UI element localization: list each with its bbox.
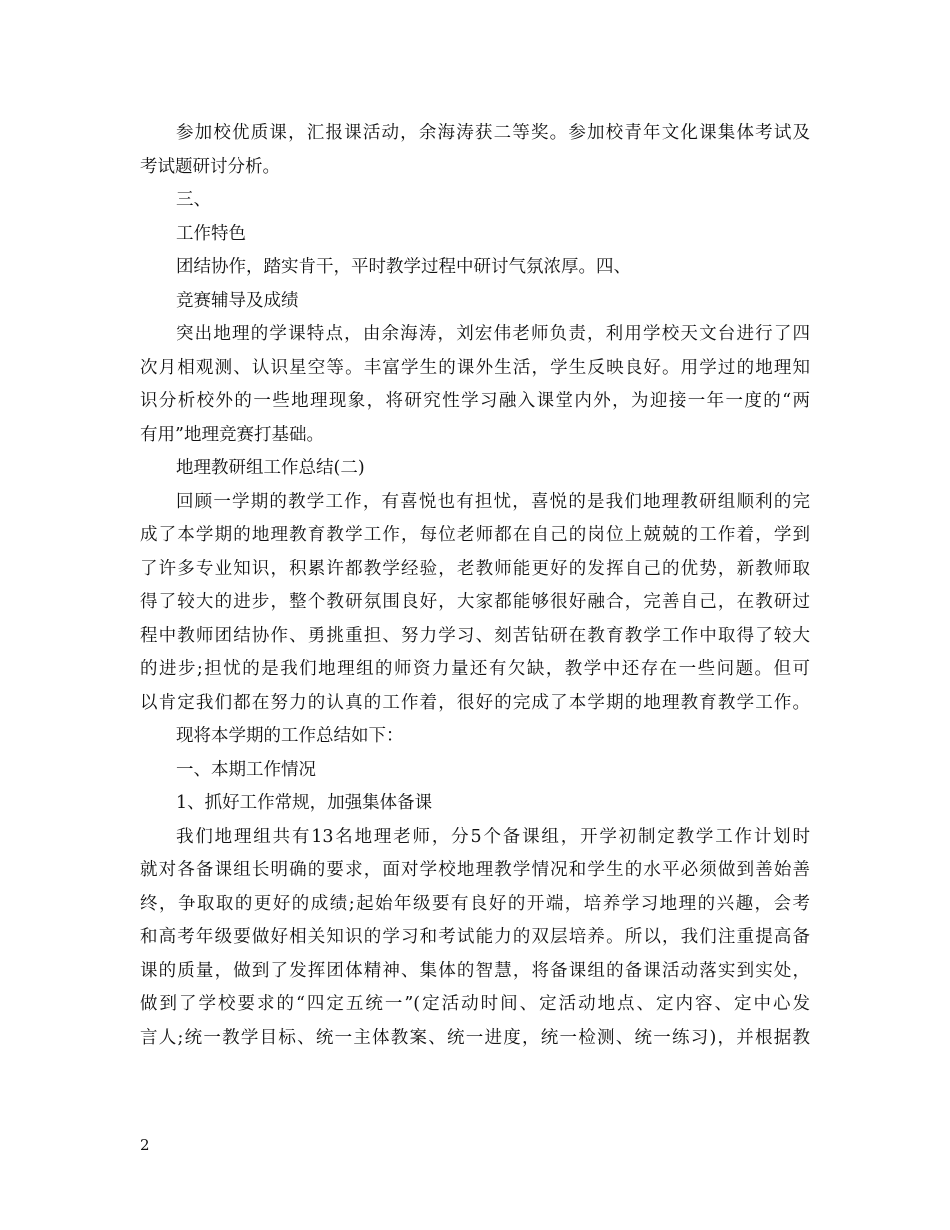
text-line: 回顾一学期的教学工作，有喜悦也有担忧，喜悦的是我们地理教研组顺利的完 (176, 491, 810, 512)
document-body (140, 117, 810, 1055)
text-line: 识分析校外的一些地理现象，将研究性学习融入课堂内外，为迎接一年一度的“两 (140, 391, 810, 411)
text-line: 我们地理组共有13名地理老师，分5个备课组，开学初制定教学工作计划时 (176, 826, 810, 847)
text-line: 了许多专业知识，积累许都教学经验，老教师能更好的发挥自己的优势，新教师取 (140, 558, 810, 579)
text-line: 有用”地理竞赛打基础。 (140, 424, 324, 445)
text-line: 地理教研组工作总结(二) (176, 458, 365, 478)
text-line: 课的质量，做到了发挥团体精神、集体的智慧，将备课组的备课活动落实到实处， (140, 960, 810, 981)
text-line: 以肯定我们都在努力的认真的工作着，很好的完成了本学期的地理教育教学工作。 (140, 692, 810, 713)
text-line: 参加校优质课，汇报课活动，余海涛获二等奖。参加校青年文化课集体考试及 (176, 123, 810, 143)
text-line: 突出地理的学课特点，由余海涛，刘宏伟老师负责，利用学校天文台进行了四 (176, 324, 810, 344)
text-line: 工作特色 (176, 223, 246, 244)
text-line: 言人;统一教学目标、统一主体教案、统一进度，统一检测、统一练习)，并根据教 (140, 1027, 810, 1048)
text-line: 成了本学期的地理教育教学工作，每位老师都在自己的岗位上兢兢的工作着，学到 (140, 525, 810, 545)
text-line: 的进步;担忧的是我们地理组的师资力量还有欠缺，教学中还存在一些问题。但可 (140, 659, 810, 679)
text-line: 得了较大的进步，整个教研氛围良好，大家都能够很好融合，完善自己，在教研过 (140, 592, 810, 612)
text-line: 考试题研讨分析。 (140, 156, 280, 177)
text-line: 一、本期工作情况 (176, 759, 316, 780)
text-line: 竞赛辅导及成绩 (176, 290, 299, 311)
text-line: 程中教师团结协作、勇挑重担、努力学习、刻苦钻研在教育教学工作中取得了较大 (140, 625, 810, 646)
text-line: 就对各备课组长明确的要求，面对学校地理教学情况和学生的水平必须做到善始善 (140, 860, 810, 880)
text-line: 做到了学校要求的“四定五统一”(定活动时间、定活动地点、定内容、定中心发 (140, 994, 810, 1014)
page-number: 2 (140, 1136, 150, 1154)
text-line: 次月相观测、认识星空等。丰富学生的课外生活，学生反映良好。用学过的地理知 (140, 357, 810, 378)
text-line: 三、 (176, 190, 211, 210)
text-line: 终，争取取的更好的成绩;起始年级要有良好的开端，培养学习地理的兴趣，会考 (140, 893, 810, 914)
text-line: 现将本学期的工作总结如下： (176, 726, 404, 746)
text-line: 和高考年级要做好相关知识的学习和考试能力的双层培养。所以，我们注重提高备 (140, 927, 810, 947)
text-line: 团结协作，踏实肯干，平时教学过程中研讨气氛浓厚。四、 (176, 257, 631, 277)
text-line: 1、抓好工作常规，加强集体备课 (176, 793, 433, 813)
